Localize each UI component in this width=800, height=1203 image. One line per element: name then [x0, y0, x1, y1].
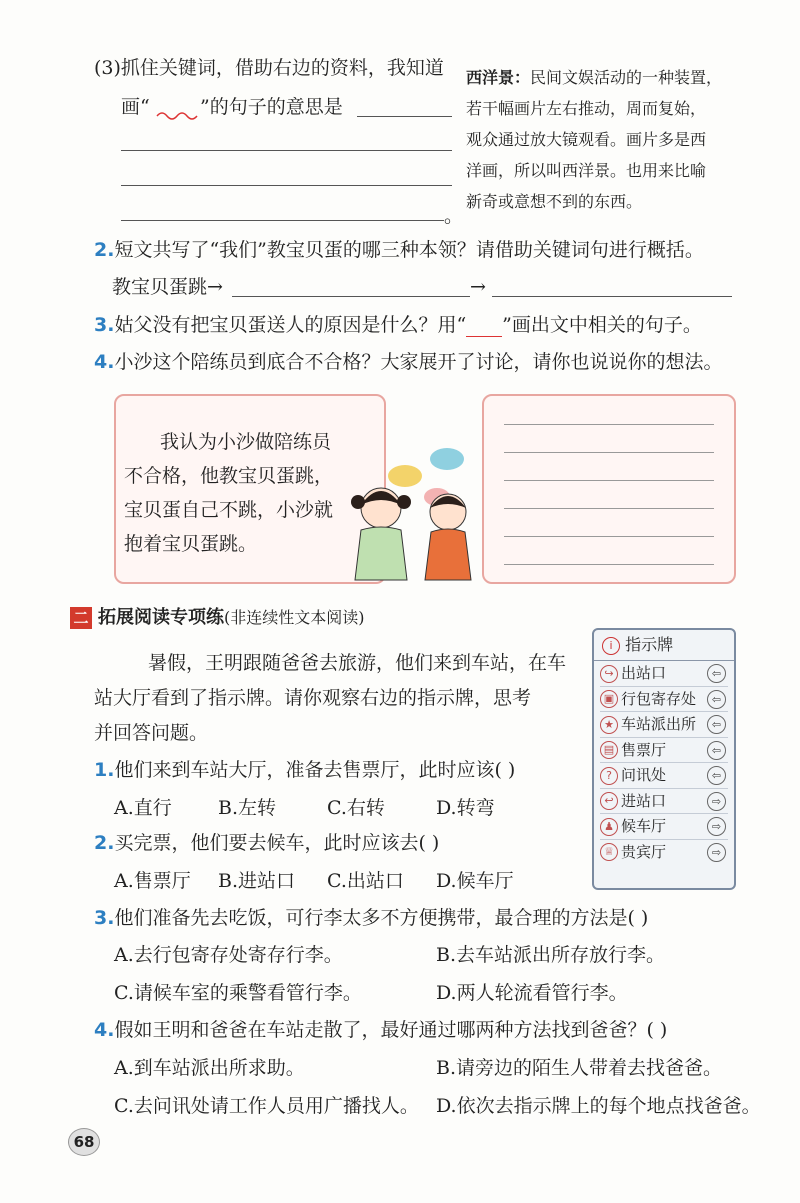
arrow-left-icon: ⇦ — [707, 766, 726, 785]
intro-line: 暑假，王明跟随爸爸去旅游，他们来到车站，在车 — [148, 652, 567, 674]
option[interactable]: C.右转 — [327, 797, 385, 819]
page-number: 68 — [68, 1128, 100, 1156]
reference-line: 西洋景：民间文娱活动的一种装置， — [466, 68, 723, 87]
q3-period: 。 — [444, 205, 464, 227]
sign-row: ↪ 出站口 ⇦ — [600, 661, 728, 687]
info-icon: i — [602, 637, 620, 655]
question-number: 2. — [94, 239, 115, 261]
option[interactable]: D.两人轮流看管行李。 — [436, 982, 628, 1004]
police-icon: ★ — [600, 716, 618, 734]
reference-line: 洋画，所以叫西洋景。也用来比喻 — [466, 161, 707, 180]
arrow-right-icon: ⇨ — [707, 792, 726, 811]
section-badge: 二 — [70, 607, 92, 629]
option[interactable]: A.去行包寄存处寄存行李。 — [114, 944, 343, 966]
exit-icon: ↪ — [600, 665, 618, 683]
question-icon: ? — [600, 767, 618, 785]
question-number: 4. — [94, 1019, 115, 1041]
answer-line[interactable] — [121, 150, 452, 151]
reference-term: 西洋景： — [466, 68, 531, 87]
arrow-right-icon: ⇨ — [707, 843, 726, 862]
mc-question-3: 3.他们准备先去吃饭，可行李太多不方便携带，最合理的方法是( ) — [94, 907, 649, 929]
q3-line1: (3)抓住关键词，借助右边的资料，我知道 — [94, 57, 444, 79]
option[interactable]: C.出站口 — [327, 870, 404, 892]
answer-line[interactable] — [121, 220, 444, 221]
question-4: 4.小沙这个陪练员到底合不合格？大家展开了讨论，请你也说说你的想法。 — [94, 351, 723, 373]
mc-question-1: 1.他们来到车站大厅，准备去售票厅，此时应该( ) — [94, 759, 516, 781]
sign-row: ▣ 行包寄存处 ⇦ — [600, 687, 728, 713]
opinion-line: 宝贝蛋自己不跳，小沙就 — [124, 499, 334, 521]
arrow-left-icon: ⇦ — [707, 741, 726, 760]
arrow-left-icon: ⇦ — [707, 664, 726, 683]
q3-line2-a: 画“ — [121, 96, 150, 118]
arrow-icon: → — [470, 276, 486, 298]
intro-line: 并回答问题。 — [94, 722, 209, 744]
option[interactable]: A.到车站派出所求助。 — [114, 1057, 305, 1079]
answer-line[interactable] — [121, 185, 452, 186]
question-2: 2.短文共写了“我们”教宝贝蛋的哪三种本领？请借助关键词句进行概括。 — [94, 239, 704, 261]
answer-card — [482, 394, 736, 584]
section-title: 拓展阅读专项练(非连续性文本阅读) — [98, 607, 365, 628]
reference-line: 若干幅画片左右推动，周而复始， — [466, 99, 707, 118]
arrow-left-icon: ⇦ — [707, 715, 726, 734]
children-illustration-icon — [336, 480, 486, 585]
mc-question-4: 4.假如王明和爸爸在车站走散了，最好通过哪两种方法找到爸爸？( ) — [94, 1019, 668, 1041]
answer-line[interactable] — [357, 116, 452, 117]
sign-row: ★ 车站派出所 ⇦ — [600, 712, 728, 738]
opinion-line: 不合格，他教宝贝蛋跳， — [124, 465, 334, 487]
reference-line: 新奇或意想不到的东西。 — [466, 192, 643, 211]
sign-row: ↩ 进站口 ⇨ — [600, 789, 728, 815]
mc-question-2: 2.买完票，他们要去候车，此时应该去( ) — [94, 832, 440, 854]
speech-bubble-icon — [430, 448, 464, 470]
straight-underline-icon — [466, 318, 502, 337]
question-number: 3. — [94, 907, 115, 929]
intro-line: 站大厅看到了指示牌。请你观察右边的指示牌，思考 — [94, 687, 532, 709]
option[interactable]: B.去车站派出所存放行李。 — [436, 944, 666, 966]
option[interactable]: C.去问讯处请工作人员用广播找人。 — [114, 1095, 419, 1117]
arrow-left-icon: ⇦ — [707, 690, 726, 709]
sign-title: 指示牌 — [625, 635, 674, 654]
question-number: 2. — [94, 832, 115, 854]
option[interactable]: D.候车厅 — [436, 870, 514, 892]
option[interactable]: A.售票厅 — [114, 870, 191, 892]
sign-row: ▤ 售票厅 ⇦ — [600, 738, 728, 764]
answer-line[interactable] — [232, 296, 470, 297]
answer-line[interactable] — [504, 536, 714, 537]
opinion-line: 抱着宝贝蛋跳。 — [124, 533, 258, 555]
answer-line[interactable] — [492, 296, 732, 297]
sign-row: ? 问讯处 ⇦ — [600, 763, 728, 789]
opinion-line: 我认为小沙做陪练员 — [160, 431, 332, 453]
waiting-icon: ♟ — [600, 818, 618, 836]
question-number: 4. — [94, 351, 115, 373]
ticket-icon: ▤ — [600, 741, 618, 759]
q3-line2-b: ”的句子的意思是 — [200, 96, 343, 118]
reference-line: 观众通过放大镜观看。画片多是西 — [466, 130, 707, 149]
option[interactable]: B.左转 — [218, 797, 277, 819]
answer-line[interactable] — [504, 508, 714, 509]
question-number: 1. — [94, 759, 115, 781]
arrow-right-icon: ⇨ — [707, 817, 726, 836]
option[interactable]: D.转弯 — [436, 797, 495, 819]
sign-header — [594, 630, 734, 661]
q2-answer-start: 教宝贝蛋跳→ — [112, 276, 223, 298]
entrance-icon: ↩ — [600, 792, 618, 810]
option[interactable]: B.请旁边的陌生人带着去找爸爸。 — [436, 1057, 723, 1079]
answer-line[interactable] — [504, 480, 714, 481]
option[interactable]: C.请候车室的乘警看管行李。 — [114, 982, 362, 1004]
option[interactable]: D.依次去指示牌上的每个地点找爸爸。 — [436, 1095, 761, 1117]
luggage-icon: ▣ — [600, 690, 618, 708]
question-number: 3. — [94, 314, 115, 336]
question-3: 3.姑父没有把宝贝蛋送人的原因是什么？用“ ”画出文中相关的句子。 — [94, 314, 702, 336]
sign-row: ♕ 贵宾厅 ⇨ — [600, 840, 728, 865]
option[interactable]: A.直行 — [114, 797, 172, 819]
answer-line[interactable] — [504, 564, 714, 565]
answer-line[interactable] — [504, 424, 714, 425]
sign-row: ♟ 候车厅 ⇨ — [600, 814, 728, 840]
wavy-underline-icon — [155, 108, 199, 122]
reference-note — [466, 62, 736, 217]
station-sign — [592, 628, 736, 890]
vip-icon: ♕ — [600, 843, 618, 861]
option[interactable]: B.进站口 — [218, 870, 296, 892]
answer-line[interactable] — [504, 452, 714, 453]
